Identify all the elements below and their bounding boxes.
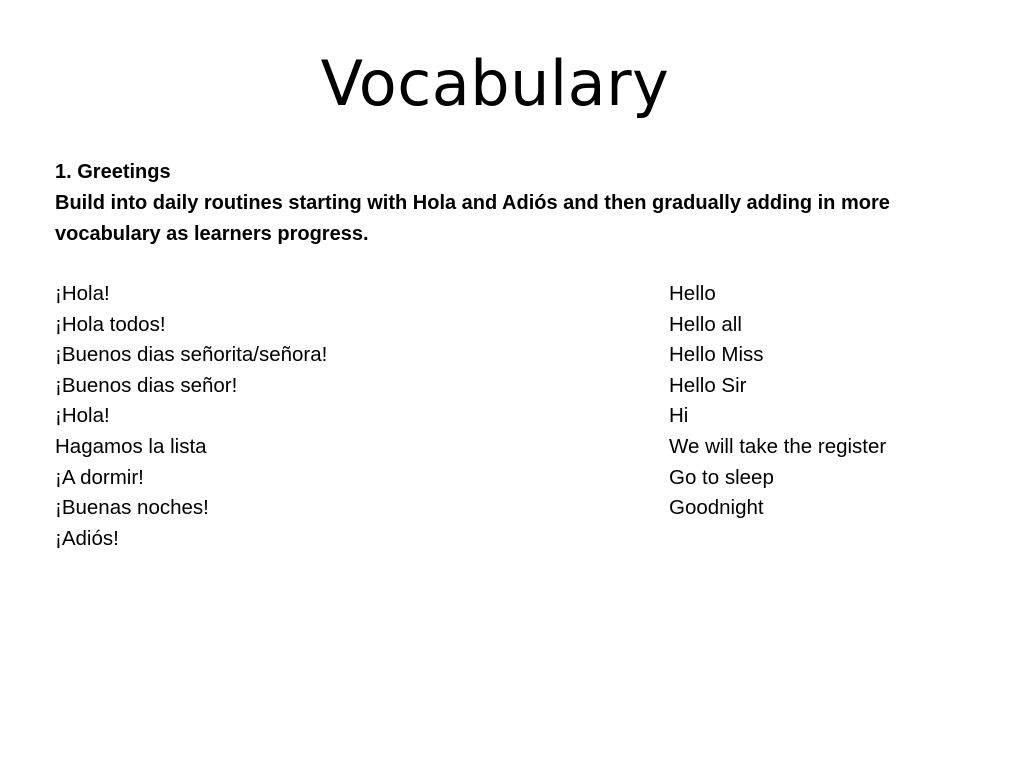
spanish-phrase: ¡Hola!	[55, 404, 110, 428]
english-translation: Hi	[669, 404, 689, 428]
spanish-phrase: ¡A dormir!	[55, 465, 144, 489]
english-translation: Goodnight	[669, 496, 764, 520]
spanish-phrase: ¡Hola!	[55, 282, 110, 305]
vocabulary-row	[55, 463, 995, 494]
description-line: vocabulary as learners progress.	[55, 223, 369, 245]
vocabulary-row	[55, 524, 995, 555]
spanish-phrase: ¡Buenas noches!	[55, 496, 209, 520]
spanish-phrase: Hagamos la lista	[55, 434, 207, 458]
english-translation: Go to sleep	[669, 465, 774, 489]
spanish-phrase: ¡Buenos dias señor!	[55, 373, 238, 397]
vocabulary-row	[55, 493, 995, 524]
vocabulary-row	[55, 401, 995, 432]
spanish-phrase: ¡Adiós!	[55, 526, 119, 550]
english-translation: Hello	[669, 282, 716, 305]
english-translation: We will take the register	[669, 434, 887, 458]
vocabulary-row	[55, 340, 995, 371]
description-line: Build into daily routines starting with Hola and Adiós and then gradually adding in more	[55, 192, 890, 214]
vocabulary-row	[55, 310, 995, 341]
spanish-phrase: ¡Buenos dias señorita/señora!	[55, 343, 328, 367]
english-translation: Hello all	[669, 312, 742, 336]
section-heading: 1. Greetings	[55, 161, 171, 183]
vocabulary-row	[55, 279, 995, 310]
english-translation: Hello Miss	[669, 343, 764, 367]
vocabulary-row	[55, 432, 995, 463]
slide-title: Vocabulary	[320, 47, 670, 120]
english-translation: Hello Sir	[669, 373, 747, 397]
greetings-intro	[55, 157, 1005, 250]
spanish-phrase: ¡Hola todos!	[55, 312, 166, 336]
vocabulary-list	[55, 279, 995, 554]
vocabulary-row	[55, 371, 995, 402]
